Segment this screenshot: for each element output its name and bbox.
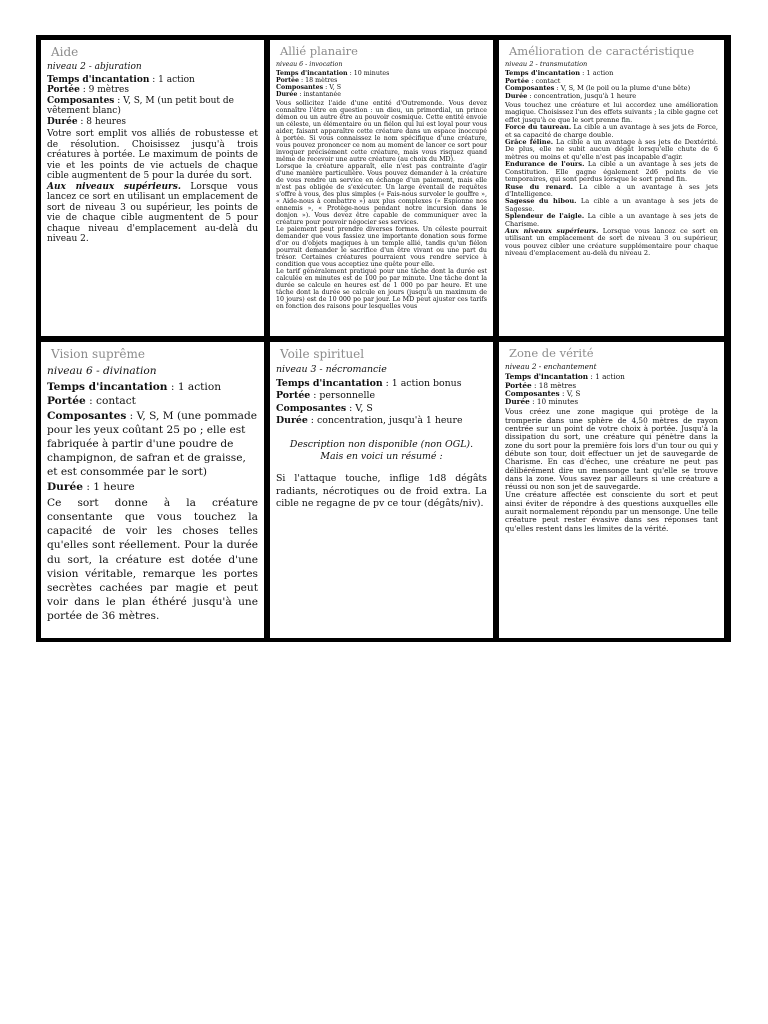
desc-paragraph: Vous sollicitez l'aide d'une entité d'Outremonde. Vous devez connaître l'être en question : un dieu, un primordial, un prince démon ou un autre être au pouvoir cosmique. Cette entité envoie un céleste, un élémentaire ou un fiélon qui lui est loyal pour vous aider, faisant apparaître cette créature dans un espace inoccupé à portée. Si vous connaissez le nom spécifique d'une créature, vous pouvez prononcer ce nom au moment de lancer ce sort pour invoquer précisément cette créature, mais vous risquez quand même de recevoir une autre créature (au choix du MD). <box>276 100 487 163</box>
spell-card-sheet <box>36 35 731 642</box>
range: Portée : contact <box>505 76 561 85</box>
components: Composantes : V, S, M (le poil ou la plume d'une bête) <box>505 84 691 93</box>
duration: Durée : instantanée <box>276 91 341 98</box>
components: Composantes : V, S <box>276 402 373 414</box>
card-title: Aide <box>51 45 79 59</box>
desc-paragraph: Lorsque la créature apparaît, elle n'est pas contrainte d'agir d'une manière particulière. Vous pouvez demander à la créature de vous rendre un service en échange d'un paiement, mais elle n'est pas obligée de s'exécuter. Un large éventail de requêtes s'offre à vous, des plus simples (« Fais-nous survoler le gouffre », « Aide-nous à combattre ») aux plus complexes (« Espionne nos ennemis », « Protège-nous pendant notre incursion dans le donjon »). Vous devez être capable de communiquer avec la créature pour pouvoir négocier ses services. <box>276 163 487 226</box>
range: Portée : 18 mètres <box>276 77 338 84</box>
range: Portée : contact <box>47 395 136 408</box>
components: Composantes : V, S <box>276 84 342 91</box>
description <box>505 408 718 532</box>
description <box>276 100 487 310</box>
duration: Durée : 8 heures <box>47 116 127 127</box>
card-level: niveau 2 - enchantement <box>505 362 597 371</box>
card-level: niveau 2 - transmutation <box>505 60 588 68</box>
spell-card-allie-planaire <box>269 39 494 337</box>
desc-paragraph: Le tarif généralement pratiqué pour une tâche dont la durée est calculée en minutes est de 100 po par minute. Une tâche dont la durée se calcule en heures est de 1 000 po par heure. Et une tâche dont la durée se calcule en jours (jusqu'à un maximum de 10 jours) est de 10 000 po par jour. Le MD peut ajuster ces tarifs en fonction des raisons pour lesquelles vous <box>276 268 487 310</box>
desc-paragraph: Vous créez une zone magique qui protège de la tromperie dans une sphère de 4,50 mètres de rayon centrée sur un point de votre choix à portée. Jusqu'à la dissipation du sort, une créature qui pénètre dans la zone du sort pour la première fois lors d'un tour ou qui y débute son tour, doit effectuer un jet de sauvegarde de Charisme. En cas d'échec, une créature ne peut pas délibérément dire un mensonge tant qu'elle se trouve dans la zone. Vous savez par ailleurs si une créature a réussi ou non son jet de sauvegarde. <box>505 407 718 492</box>
desc-paragraph: Si l'attaque touche, inflige 1d8 dégâts radiants, nécrotiques ou de froid extra. La cible ne regagne de pv ce tour (dégâts/niv). <box>276 473 487 509</box>
card-title: Voile spirituel <box>280 347 365 361</box>
spell-card-amelioration-caracteristique <box>498 39 725 337</box>
cast-time: Temps d'incantation : 1 action <box>505 69 614 78</box>
card-level: niveau 6 - invocation <box>276 61 343 68</box>
effect-cat: Grâce féline. La cible a un avantage à ses jets de Dextérité. De plus, elle ne subit aucun dégât lorsqu'elle chute de 6 mètres ou moins et qu'elle n'est pas incapable d'agir. <box>505 138 718 161</box>
card-title: Allié planaire <box>280 44 358 58</box>
spell-card-voile-spirituel <box>269 341 494 639</box>
duration: Durée : 1 heure <box>47 480 135 493</box>
spell-card-vision-supreme <box>40 341 265 639</box>
description <box>47 496 258 624</box>
description <box>276 473 487 510</box>
card-title: Zone de vérité <box>509 346 594 360</box>
cast-time: Temps d'incantation : 10 minutes <box>276 70 390 77</box>
card-level: niveau 2 - abjuration <box>47 62 142 72</box>
card-level: niveau 6 - divination <box>47 365 157 377</box>
range: Portée : personnelle <box>276 390 376 402</box>
duration: Durée : concentration, jusqu'à 1 heure <box>276 414 463 426</box>
cast-time: Temps d'incantation : 1 action <box>47 381 222 394</box>
desc-paragraph: Votre sort emplit vos alliés de robustesse et de résolution. Choisissez jusqu'à trois créatures à portée. Le maximum de points de vie et les points de vie actuels de chaque cible augmentent de 5 pour la durée du sort. <box>47 129 258 181</box>
ogl-note <box>276 439 487 463</box>
range: Portée : 18 mètres <box>505 380 577 390</box>
effect-bull: Force du taureau. La cible a un avantage à ses jets de Force, et sa capacité de charge double. <box>505 123 718 139</box>
range: Portée : 9 mètres <box>47 85 129 95</box>
desc-paragraph: Le paiement peut prendre diverses formes. Un céleste pourrait demander que vous fassiez une importante donation sous forme d'or ou d'objets magiques à un temple allié, tandis qu'un fiélon pourrait demander le sacrifice d'un être vivant ou une part du trésor. Certaines créatures pourraient vous rendre service à condition que vous acceptiez une quête pour elle. <box>276 226 487 268</box>
cast-time: Temps d'incantation : 1 action <box>47 74 195 85</box>
description <box>47 129 258 245</box>
components: Composantes : V, S, M (une pommade pour les yeux coûtant 25 po ; elle est fabriquée à partir d'une poudre de champignon, de safran et de graisse, et est consommée par le sort) <box>47 409 258 479</box>
cast-time: Temps d'incantation : 1 action bonus <box>276 378 462 390</box>
duration: Durée : 10 minutes <box>505 397 579 407</box>
cast-time: Temps d'incantation : 1 action <box>505 372 625 382</box>
components: Composantes : V, S <box>505 388 581 398</box>
card-title: Amélioration de caractéristique <box>509 44 695 58</box>
description <box>505 102 718 258</box>
desc-paragraph: Ce sort donne à la créature consentante que vous touchez la capacité de voir les choses telles qu'elles sont réellement. Pour la durée du sort, la créature est dotée d'une vision véritable, remarque les portes secrètes cachées par magie et peut voir dans le plan éthéré jusqu'à une portée de 36 mètres. <box>47 496 258 623</box>
desc-paragraph: Vous touchez une créature et lui accordez une amélioration magique. Choisissez l'un des effets suivants ; la cible gagne cet effet jusqu'à ce que le sort prenne fin. <box>505 101 718 124</box>
effect-fox: Ruse du renard. La cible a un avantage à ses jets d'Intelligence. <box>505 182 718 198</box>
effect-bear: Endurance de l'ours. La cible a un avantage à ses jets de Constitution. Elle gagne également 2d6 points de vie temporaires, qui sont perdus lorsque le sort prend fin. <box>505 160 719 184</box>
components: Composantes : V, S, M (un petit bout de vêtement blanc) <box>47 95 235 116</box>
spell-card-zone-de-verite <box>498 341 725 639</box>
effect-eagle: Splendeur de l'aigle. La cible a un avantage à ses jets de Charisme. <box>505 212 719 228</box>
effect-owl: Sagesse du hibou. La cible a un avantage à ses jets de Sagesse. <box>505 197 718 213</box>
ogl-note-line: Mais en voici un résumé : <box>320 451 443 463</box>
higher-levels: Aux niveaux supérieurs. Lorsque vous lancez ce sort en utilisant un emplacement de sort de niveau 3 ou supérieur, vous pouvez cibler une créature supplémentaire pour chaque niveau d'emplacement au-delà du niveau 2. <box>505 226 718 258</box>
card-level: niveau 3 - nécromancie <box>276 364 387 375</box>
desc-paragraph: Une créature affectée est consciente du sort et peut ainsi éviter de répondre à des questions auxquelles elle aurait normalement répondu par un mensonge. Une telle créature peut rester évasive dans ses réponses tant qu'elles restent dans les limites de la vérité. <box>505 490 718 533</box>
card-title: Vision suprême <box>51 347 145 361</box>
ogl-note-line: Description non disponible (non OGL). <box>289 439 474 451</box>
higher-levels: Aux niveaux supérieurs. Lorsque vous lancez ce sort en utilisant un emplacement de sort de niveau 3 ou supérieur, les points de vie de chaque cible augmentent de 5 pour chaque niveau d'emplacement au-delà du niveau 2. <box>47 181 258 244</box>
duration: Durée : concentration, jusqu'à 1 heure <box>505 91 637 100</box>
spell-card-aide <box>40 39 265 337</box>
